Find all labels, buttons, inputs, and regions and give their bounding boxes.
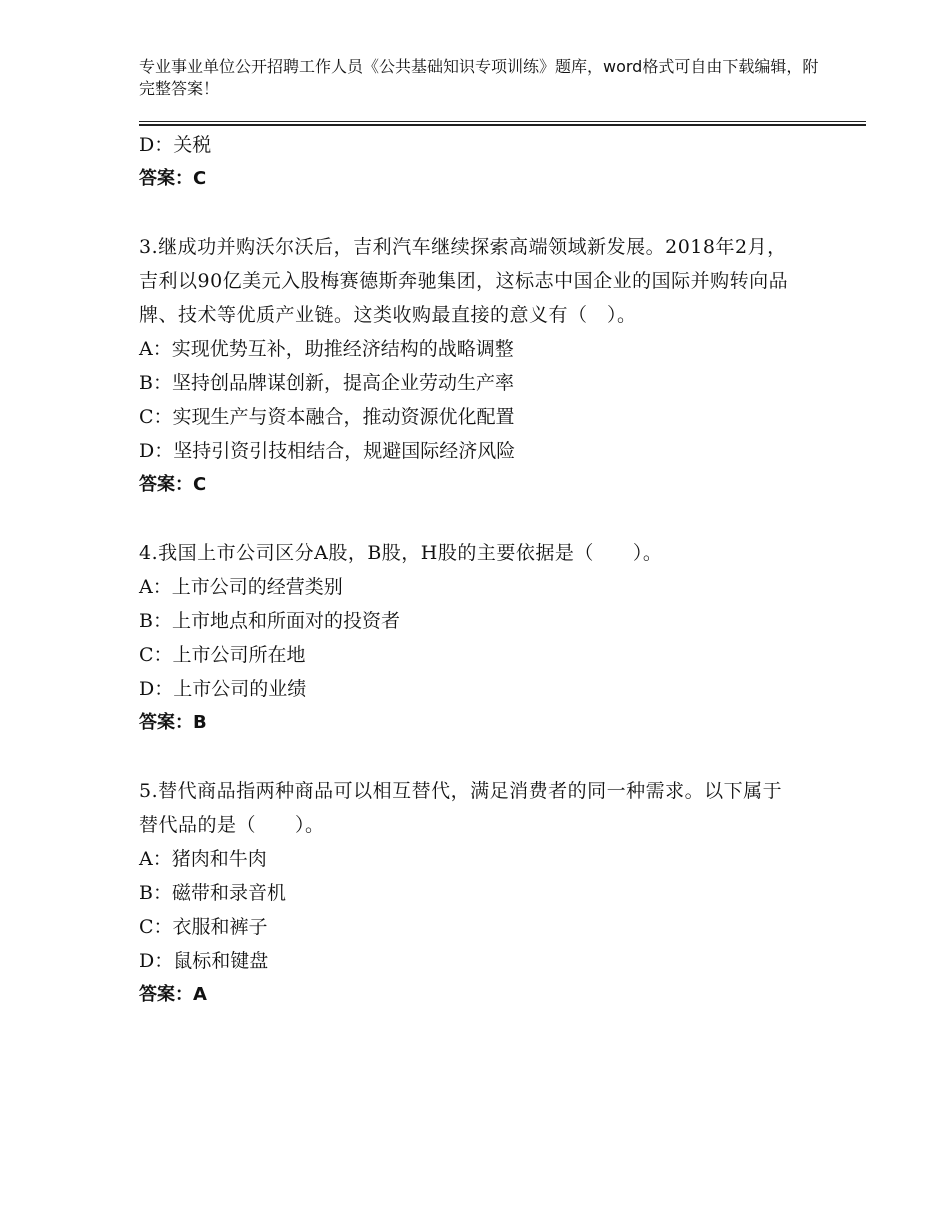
option-d: D：坚持引资引技相结合，规避国际经济风险: [139, 440, 516, 462]
option-a: A：猪肉和牛肉: [139, 848, 267, 870]
question-3: [139, 230, 819, 502]
option-c: C：实现生产与资本融合，推动资源优化配置: [139, 406, 515, 428]
question-4: [139, 536, 819, 740]
option-c: C：上市公司所在地: [139, 644, 306, 666]
page-header: 专业事业单位公开招聘工作人员《公共基础知识专项训练》题库，word格式可自由下载编辑，附完整答案！: [139, 57, 819, 98]
question-stem: 4.我国上市公司区分A股，B股，H股的主要依据是（ ）。: [139, 542, 663, 564]
option-d: D：关税: [139, 134, 212, 156]
option-a: A：实现优势互补，助推经济结构的战略调整: [139, 338, 514, 360]
answer-line: 答案：C: [139, 474, 207, 495]
question-stem: 3.继成功并购沃尔沃后，吉利汽车继续探索高端领域新发展。2018年2月，吉利以90亿美元入股梅赛德斯奔驰集团，这标志中国企业的国际并购转向品牌、技术等优质产业链。这类收购最直接的意义有（ ）。: [139, 236, 789, 326]
option-d: D：上市公司的业绩: [139, 678, 307, 700]
question-content: [139, 128, 819, 1012]
answer-line: 答案：C: [139, 168, 207, 189]
option-d: D：鼠标和键盘: [139, 950, 269, 972]
header-divider-thick: [139, 124, 866, 126]
answer-line: 答案：B: [139, 712, 207, 733]
option-a: A：上市公司的经营类别: [139, 576, 343, 598]
option-b: B：坚持创品牌谋创新，提高企业劳动生产率: [139, 372, 514, 394]
option-c: C：衣服和裤子: [139, 916, 268, 938]
question-5: [139, 774, 819, 1012]
header-divider: [139, 121, 866, 122]
option-b: B：磁带和录音机: [139, 882, 286, 904]
question-stem: 5.替代商品指两种商品可以相互替代，满足消费者的同一种需求。以下属于替代品的是（ ）。: [139, 780, 783, 836]
option-b: B：上市地点和所面对的投资者: [139, 610, 400, 632]
answer-line: 答案：A: [139, 984, 207, 1005]
